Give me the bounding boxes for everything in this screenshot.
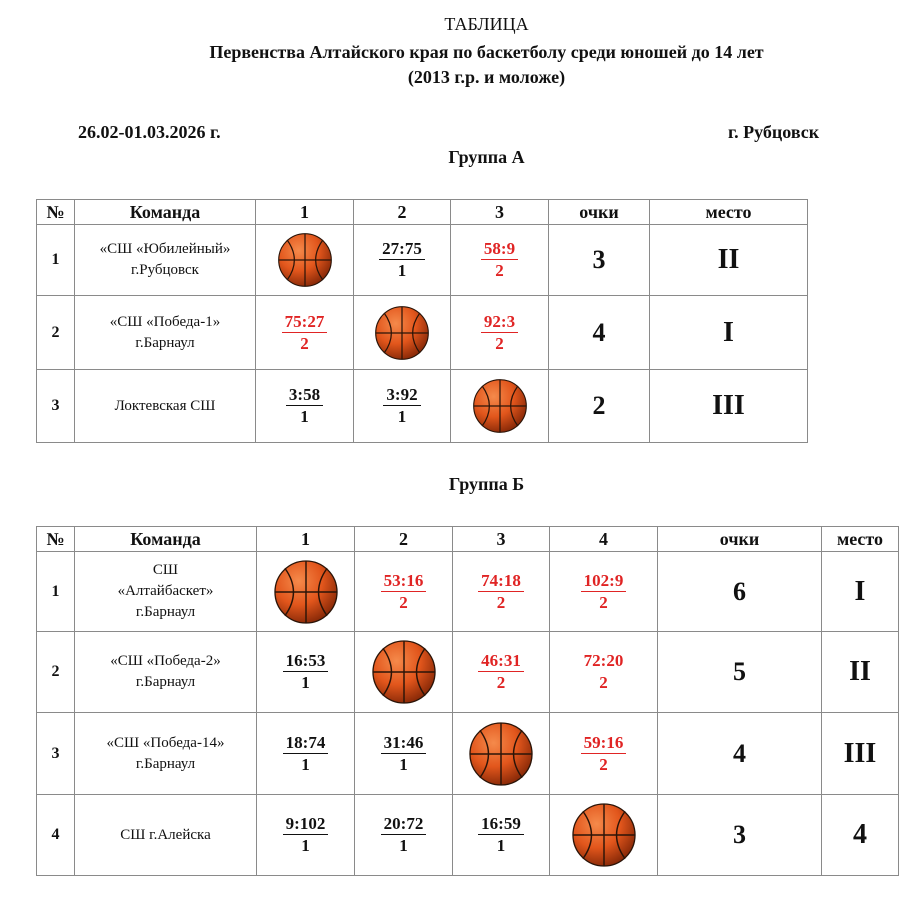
team-name-line: «СШ «Юбилейный» bbox=[99, 241, 231, 257]
team-name-line: «Алтайбаскет» bbox=[117, 583, 214, 599]
team-name bbox=[75, 225, 256, 296]
match-result: $\frac{74:18}{2}$ bbox=[478, 571, 524, 612]
basketball-icon bbox=[371, 639, 437, 705]
match-cell bbox=[355, 713, 453, 795]
team-city-line: г.Барнаул bbox=[135, 334, 195, 351]
match-cell bbox=[256, 296, 354, 370]
match-cell bbox=[355, 795, 453, 876]
group-b-header-row bbox=[37, 527, 899, 552]
header-col-2: 2 bbox=[354, 200, 451, 225]
header-col-3: 3 bbox=[453, 527, 550, 552]
match-result: $\frac{58:9}{2}$ bbox=[481, 239, 518, 280]
team-name bbox=[75, 795, 257, 876]
team-name-line: «СШ «Победа-2» bbox=[110, 653, 221, 669]
row-number: 1 bbox=[37, 552, 75, 632]
match-result: $\frac{75:27}{2}$ bbox=[282, 312, 328, 353]
header-num: № bbox=[37, 527, 75, 552]
match-cell bbox=[550, 552, 658, 632]
self-match-cell bbox=[451, 370, 549, 443]
match-cell bbox=[550, 713, 658, 795]
basketball-icon bbox=[277, 232, 333, 288]
event-dates: 26.02-01.03.2026 г. bbox=[78, 122, 221, 142]
self-match-cell bbox=[354, 296, 451, 370]
doc-subtitle-age: (2013 г.р. и моложе) bbox=[407, 67, 566, 87]
self-match-cell bbox=[355, 632, 453, 713]
self-match-cell bbox=[550, 795, 658, 876]
team-name bbox=[75, 370, 256, 443]
table-row bbox=[37, 795, 899, 876]
match-cell bbox=[354, 370, 451, 443]
row-number: 2 bbox=[37, 632, 75, 713]
match-cell bbox=[451, 296, 549, 370]
match-result: $\frac{27:75}{1}$ bbox=[379, 239, 425, 280]
team-city-line: г.Барнаул bbox=[135, 674, 196, 690]
basketball-icon bbox=[374, 305, 430, 361]
match-result: $\frac{59:16}{2}$ bbox=[581, 733, 627, 774]
team-place: I bbox=[650, 296, 808, 370]
table-row bbox=[37, 632, 899, 713]
team-place: I bbox=[822, 552, 899, 632]
table-row bbox=[37, 713, 899, 795]
group-b-title: Группа Б bbox=[448, 474, 525, 494]
team-place: II bbox=[650, 225, 808, 296]
match-result: $\frac{9:102}{1}$ bbox=[283, 814, 329, 855]
header-col-1: 1 bbox=[257, 527, 355, 552]
group-a-header-row bbox=[37, 200, 808, 225]
match-cell bbox=[257, 795, 355, 876]
row-number: 3 bbox=[37, 370, 75, 443]
match-result: $\frac{16:59}{1}$ bbox=[478, 814, 524, 855]
match-cell bbox=[453, 552, 550, 632]
match-result: $\frac{102:9}{2}$ bbox=[581, 571, 627, 612]
header-team: Команда bbox=[75, 200, 256, 225]
match-cell bbox=[257, 713, 355, 795]
match-cell bbox=[453, 632, 550, 713]
match-cell bbox=[453, 795, 550, 876]
match-cell bbox=[550, 632, 658, 713]
match-cell bbox=[257, 632, 355, 713]
team-points: 4 bbox=[658, 713, 822, 795]
team-name-line: Локтевская СШ bbox=[114, 397, 216, 414]
team-points: 4 bbox=[549, 296, 650, 370]
team-city-line: г.Барнаул bbox=[135, 755, 196, 772]
doc-subtitle: Первенства Алтайского края по баскетболу среди юношей до 14 лет bbox=[209, 42, 764, 62]
team-points: 6 bbox=[658, 552, 822, 632]
row-number: 3 bbox=[37, 713, 75, 795]
match-cell bbox=[355, 552, 453, 632]
team-place: 4 bbox=[822, 795, 899, 876]
match-result: $\frac{3:92}{1}$ bbox=[383, 385, 420, 426]
team-name bbox=[75, 552, 257, 632]
team-place: III bbox=[650, 370, 808, 443]
row-number: 2 bbox=[37, 296, 75, 370]
team-points: 3 bbox=[549, 225, 650, 296]
match-result: $\frac{20:72}{1}$ bbox=[381, 814, 427, 855]
match-result: $\frac{31:46}{1}$ bbox=[381, 733, 427, 774]
team-name bbox=[75, 632, 257, 713]
header-col-2: 2 bbox=[355, 527, 453, 552]
header-points: очки bbox=[549, 200, 650, 225]
basketball-icon bbox=[571, 802, 637, 868]
basketball-icon bbox=[273, 559, 339, 625]
table-row bbox=[37, 296, 808, 370]
header-col-1: 1 bbox=[256, 200, 354, 225]
team-points: 2 bbox=[549, 370, 650, 443]
team-name-line: «СШ «Победа-1» bbox=[109, 313, 221, 330]
row-number: 1 bbox=[37, 225, 75, 296]
group-a-title: Группа А bbox=[448, 147, 525, 167]
header-num: № bbox=[37, 200, 75, 225]
match-result: $\frac{53:16}{2}$ bbox=[381, 571, 427, 612]
match-cell bbox=[256, 370, 354, 443]
table-row bbox=[37, 552, 899, 632]
match-result: $\frac{92:3}{2}$ bbox=[481, 312, 518, 353]
team-place: III bbox=[822, 713, 899, 795]
event-city: г. Рубцовск bbox=[728, 122, 820, 142]
match-result: $\frac{3:58}{1}$ bbox=[286, 385, 323, 426]
team-place: II bbox=[822, 632, 899, 713]
self-match-cell bbox=[453, 713, 550, 795]
match-result: $\frac{46:31}{2}$ bbox=[478, 651, 524, 692]
team-city-line: г.Рубцовск bbox=[131, 262, 199, 278]
header-team: Команда bbox=[75, 527, 257, 552]
doc-title: ТАБЛИЦА bbox=[444, 14, 529, 34]
team-name-line: СШ bbox=[152, 562, 179, 578]
header-col-4: 4 bbox=[550, 527, 658, 552]
match-result: $\frac{18:74}{1}$ bbox=[283, 733, 329, 774]
header-place: место bbox=[650, 200, 808, 225]
basketball-icon bbox=[472, 378, 528, 434]
team-name-line: «СШ «Победа-14» bbox=[106, 734, 225, 751]
basketball-icon bbox=[468, 721, 534, 787]
team-name bbox=[75, 296, 256, 370]
row-number: 4 bbox=[37, 795, 75, 876]
team-points: 3 bbox=[658, 795, 822, 876]
team-city-line: г.Барнаул bbox=[135, 604, 196, 620]
team-name bbox=[75, 713, 257, 795]
match-result: $\frac{16:53}{1}$ bbox=[283, 651, 329, 692]
header-place: место bbox=[822, 527, 899, 552]
team-name-line: СШ г.Алейска bbox=[120, 826, 211, 843]
match-result: 72:20 2 bbox=[583, 651, 624, 692]
match-cell bbox=[354, 225, 451, 296]
self-match-cell bbox=[257, 552, 355, 632]
header-col-3: 3 bbox=[451, 200, 549, 225]
match-cell bbox=[451, 225, 549, 296]
table-row bbox=[37, 370, 808, 443]
group-a-table bbox=[36, 199, 808, 443]
header-points: очки bbox=[658, 527, 822, 552]
team-points: 5 bbox=[658, 632, 822, 713]
table-row bbox=[37, 225, 808, 296]
group-b-table bbox=[36, 526, 899, 876]
self-match-cell bbox=[256, 225, 354, 296]
